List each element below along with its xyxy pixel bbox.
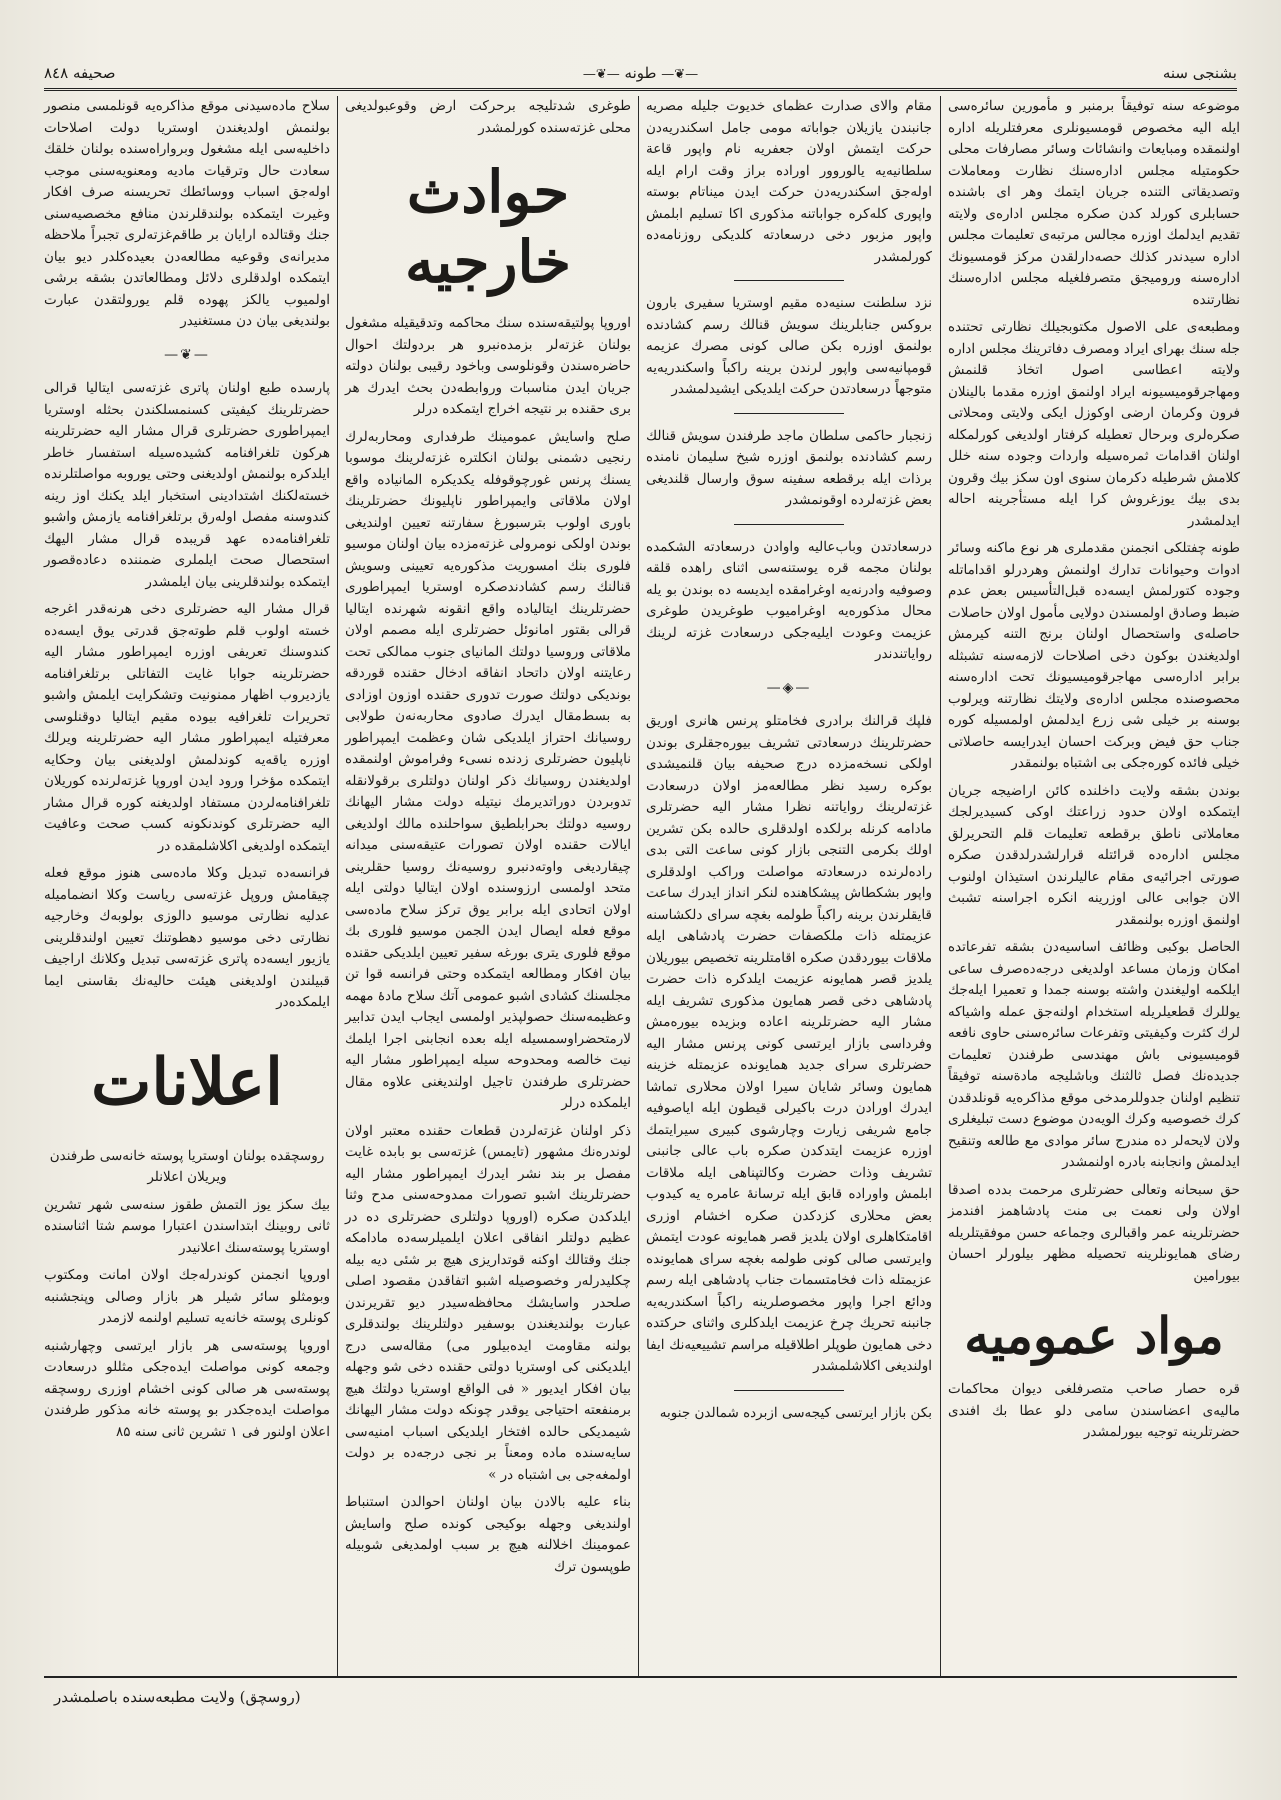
column-1 xyxy=(948,96,1240,1450)
paragraph: بناء علیه بالادن بیان اولنان احوالدن استنباط اولندیغی وجهله بوکیجی کونده صلح واسایش عمومینك اخلالنه هیچ بر سبب اولمدیغی شوبیله طوپسون ترك xyxy=(345,1494,631,1575)
paragraph: صلح واسایش عمومینك طرفداری ومحاربه‌لرك رنجیی دشمنی بولنان انکلتره غزته‌لرینك موسوبا یسنك پرنس غورچوقوفله یکدیکره المانیاده واقع اولان ملاقاتی وایمپراطور ناپلیونك حضرتلرینك باوری اولوب بترسبورغ سفارتنه تعیین اولندیغی بوندن اولکی نومرولی غزته‌مزده بیان اولنان موسیو فلوری بنك امسوریت مذکوره‌یه تعیینی وسویش قنالنك رسم کشادندصکره اوستریا ایمپراطوری حضرتلرینك ایتالیاده واقع انقونه شهرنده ایتالیا قرالی بقتور امانوئل حضرتلری ایله مصمم اولان ملاقاتی وروسیا دولتك المانیای جنوب ممالکی تحت رعایتنه اولان داتحاد انفاقه ادخال حقنده قوردقه بوندیکی دولتك صورت تدوری حقنده اوزون اوزادی به بسط‌مقال ایدرك صادوی محاربه‌نه‌ن طولابی روسیانك احتراز ایلدیکی شان وعظمت ایمپراطور ناپلیون حضرتلری زدنده نسیء وفراموش اولنمقده اولدیغندن روسیانك ذکر اولنان دولتلری برقولانقله تدوبردن دوراتدیرمك نیتیله دولت مشار الیهانك روسیه دولتك بحرابلطیق سواحلنده مالك اولدیغی ایالات حقنده اولان تصورات عتیقه‌سنی میدانه چیقاردیغی واوته‌دنبرو روسیه‌نك روسیا حقلرینی متحد اولمسی ارزوسنده اولان ایتالیا دولتی ایله اولان اتحادی ایله برابر یوق ترکز سلاح ماده‌سی موقع فعله ایصال ایدن الجمن موسیو فلوری بك موقع فلوری یتری بورغه سفیر تعیین ایلدیکی حقنده بیان افکار ومطالعه ایتمکده وحتی فرانسه قوا تن مجلسنك کشادی اشبو عمومی آتك سلاح مادهٔ ‌مهمه وعظیمه‌سنك حصولپذیر اولمسی ایجاب ایدن تدابیر لارمتحضراوسمسیله ایله بعده انجابنی اجرا ایلمك نیت خالصه ومحدوحه سیله ایمپراطور مشار الیه حضرتلری طرفندن تاجیل اولندیغنی علاوه مقال ایلمکده درلر xyxy=(345,428,631,1111)
column-3 xyxy=(345,96,631,1584)
paragraph: اوروپا پولتیقه‌سنده سنك محاکمه وتدقیقیله مشغول بولنان غزته‌لر بزمده‌نبرو هر بردولتك احوال حاضره‌سندن وقونلوسی وباخود رقیبی بولنان دولته جریان ایدن مناسبات وروابطه‌دن بحث ایدرك هر بری حقنده بر نتیجه اخراج ایتمکده درلر xyxy=(345,315,631,417)
section-title-havadis: حوادث خارجیه xyxy=(405,158,571,296)
announcement: بیك سكز یوز التمش طقوز سنه‌سی شهر تشرین ثانی روبینك ابتداسندن اعتبارا موسم شتا اثناسنده اوستریا پوسته‌سنك اعلانیدر xyxy=(44,1196,330,1256)
paragraph: قرال مشار الیه حضرتلری دخی هرنه‌قدر اغرجه خسته اولوب قلم طوته‌جق قدرتی یوق ایسه‌ده کندوسنك تعریفی اوزره ایمپراطور مشار الیه حضرتلرینه جوابا غایت التفاتلی برتلغرافنامه یازدیروب اظهار ممنونیت وتشکرایت ایلمش واشبو تحریرات تلغرافیه بیوده مقیم ایتالیا دوقنلوسی معرفتیله ایمپراطور مشار الیه حضرتلرینه ویرلك اوزره یاقه‌یه کوندلمش اولدیغنی بیان وحکایه ایتمکده مؤخرا ورود ایدن اوروپا غزته‌لرنده کوریلان تلغرافنامه‌لردن مستفاد اولدیغنه کوره قرال مشار الیه حضرتلری کوندنکونه کسب صحت وعافیت ایتمکده اولدیغی اکلاشلمقده در xyxy=(44,601,330,854)
paragraph: درسعادتدن وباب‌عالیه واوادن درسعادته الشکمده بولنان مجمه قره یوستنه‌سی اثنای راهده قلقه وصوفیه وادرنه‌یه اوغرامقده ایدیسه ده بوندن بو یله محال مذکوره‌یه اوغرامیوب طوغریدن طوغری عزیمت وعودت ایلیه‌جکی درسعادت غزته لرینك روایاتندندر xyxy=(646,538,932,662)
paragraph: بکن بازار ایرتسی کیجه‌سی ازبرده شمالدن جنوبه xyxy=(659,1404,932,1421)
paragraph: موضوعه سنه توفیقاً برمنبر و مأمورین سائره‌سی ایله الیه مخصوص قومسیونلری معرفتلریله اداره اولنمقده ومبایعات وانشائات وسائر مصارفات محلی حکومتیله مجلس اداره‌سنك نظارت ومعاملات وتصدیقاتی التنده جریان ایتمك وهر ای باشنده حسابلری کورلد کدن صکره مجلس اداره‌ی ولایته تقدیم ایدلمك اوزره مجالس مرتبه‌ی تعلیمات مجلس اداره سیدندر کذلك حصه‌دارلقدن مرکز قومسیونك اداره‌سنه ورومیجق متصرفلغیله مجلس اداره‌سنك نظارتنده xyxy=(948,98,1240,308)
paragraph: حق سبحانه وتعالی حضرتلری مرحمت بدده اصدقا اولان ولی نعمت بی منت پادشاهمز افندمز حضرتلرینه عمر واقبالری وجماعه حسن موفقیتلریله رضای همایونلرینه تحصیله مظهر بیلورلر احسان بیورامین xyxy=(948,1181,1240,1284)
paragraph: فلپك قرالنك برادری فخامتلو پرنس هانری اوریق حضرتلرینك درسعادتی تشریف بیوره‌جقلری بوندن اولکی نسخه‌مزده درج صحیفه بیان قلنمیشدی بوکره رسید نظر مطالعه‌مز اولان درسعادت غزته‌لرینك روایاتنه نظرا مشار الیه حضرتلری مادامه کرنله برلکده اولدقلری حالده بکن تشرین اولك بکرمی التنجی بازار کونی ساعت التی بدی راده‌لرنده درسعادته مواصلت وراکب اولدقلری واپور بشکطاش پیشکاهنده لنکر انداز ایدرك ساعت قایقلرندن برینه راکباً طولمه بغچه سرای دلکشاسنه عزیمتله ذات ملکصفات حضرت پادشاهی ایله ملاقات بیوردقدن صکره اقامتلرینه تخصیص بیوریلان یلدیز قصر همایونه عزیمت ایلدکره ذات حضرت پادشاهی دخی قصر همایون مذکوری تشریف ایله مشار الیه حضرتلرینه اعاده وبزیده بیوره‌مش وفرداسی بازار ایرتسی کونی پرنس مشار الیه حضرتلری سرای جدید همایونده عزیمتله خزینه همایون وسائر شایان سیرا اولان محلاری تماشا ایدرك اورادن درت باکیرلی قیطون ایله ایاصوفیه جامع شریفی زیارت وچارشوی کبیری سیرایتمك اوزره عزیمت ایتدکدن صکره باب عالی جانبنی تشریف وذات حضرت وکالتپناهی ایله ملاقات ابلمش واوراده قابق ایله ترسانهٔ عامره یه کیدوب بعض محلاری کزدکدن صکره اخشام اوزری اقامتکاهلری اولان یلدیز قصر همایونه عودت ایتمش وایرتسی صالی کونی طولمه بغچه سرای همایونده عزیمتله ذات فخامتسمات جناب پادشاهی ایله رسم ودائع اجرا واپور مخصوصلرینه راکباً اسکندریه‌یه جانبنه تحریك چرخ عزیمت ایلدکلری واثنای حرکتده دخی همایون طوپلر اطلاقیله مراسم تشییعیه‌نك ایفا اولندیغی اکلاشلمشدر xyxy=(646,713,932,1374)
paper-name xyxy=(583,64,698,82)
paragraph: فرانسه‌ده تبدیل وکلا ماده‌سی هنوز موقع فعله چیقامش وروپل غزته‌سی ریاست وکلا انضمامیله عدلیه نظارتی موسیو دالوزی بولوبه‌ك وخارجیه نظارتی دخی موسیو دهطوتنك تعیین اولندقلرینی یازیور ایسه‌ده پاتری غزته‌سی تبدیل وکلانك اراجیف قبیلندن اولدیغنی هیئت حالیه‌نك بقاسنی ایما ایلمکده‌در xyxy=(44,865,330,1010)
page-number: صحیفه ۸٤۸ xyxy=(44,64,116,82)
paragraph: طوغری شدتلیجه برحرکت ارض وقوعبولدیغی محلی غزته‌سنده کورلمشدر xyxy=(345,98,631,136)
announcement-heading: روسچقده بولنان اوستریا پوسته خانه‌سی طرفندن ویریلان اعلانلر xyxy=(49,1147,325,1185)
ornament-separator: —◈— xyxy=(766,679,812,696)
paragraph: بوندن بشقه ولایت داخلنده کائن اراضیجه جریان ایتمکده اولان حدود زراعتك اوکی کسیدیرلجك معاملاتی ناطق برقطعه تعلیمات قلم التحریرلق مجلس اداره‌ده قرائتله قرارلشدرلدقدن صکره صورتی اجرائیه‌ی مقام عالیلرندن استیذان اولنوب الان جوابی عالی اوزرینه انکره اجراسنه تشبث اولنمق اوزره بولنمقدر xyxy=(948,782,1240,928)
ornament-separator: —❦— xyxy=(164,346,210,363)
column-rule xyxy=(337,96,338,1676)
paragraph: الحاصل بوکبی وظائف اساسیه‌دن بشقه تفرعاتده امکان وزمان مساعد اولدیغی درجه‌ده‌صرف ساعی ایلکمه اولیغندن واشته بوسنه جمدا و تعمیرا ایله‌جك یوللرك قطعیلریله استخدام اولنه‌جق عمله واشیاکه لرك کثرت وکیفیتی وتفرعات سائره‌سنی حاوی نافعه قومیسیونی باش مهندسی طرفندن تعلیمات جدیده‌نك فصل ثالثنك وباشلیجه مادة‌سنه توفیقاً تنظیم اولنان جدوللرمدخی موقع مذاکره‌یه قونلدقدن کرك خصوصیه وکرك الویه‌دن موضوع دست تبلیغلری ولان لایحه‌لر ده مندرج سائر موادی مع طالعه وتنقیح ایدلمش وانجابنه بادره اولنمشدر xyxy=(948,939,1240,1170)
section-title-ilanat: اعلانات xyxy=(91,1044,283,1120)
separator xyxy=(734,1390,844,1391)
page-footer xyxy=(44,1676,1237,1714)
paragraph: زنجبار حاکمی سلطان ماجد طرفندن سویش قنالك رسم کشادنده بولنمق اوزره شیخ سلیمان نامنده برذات ایله برقطعه سفینه سوق وارسال قلندیغی بعض غزته‌لرده اوقونمشدر xyxy=(646,427,932,508)
paragraph: طونه چفتلکی انجمنن مقدملری هر نوع ماکنه وسائر ادوات وحیوانات تدارك اولنمش وهردرلو اقداماتله وجوده کتورلمش ایسه‌ده قبل‌التأسیس بعض عدم ضبط وصادق اولمسندن دولایی مأمول اولان حاصلات حاصله‌ی واستحصال اولنان برنج التنه کیرمش اولدیغندن بوکون دخی اصلاحات لازمه‌سنه تشبثله برابر اداره‌سی مهاجرقومیسیونك تحت اداره‌سنه محصوصنده مجلس اداره‌ی ولایتك نظارتنه ویرلوب بوسنه بر خیلی شی زرع ایدلمش اولمسیله کوره جناب حق فیض وبرکت احسان ایدرایسه حاصلاتی خیلی فائده کوره‌جکی بی اشتباه بولنمقدر xyxy=(948,540,1240,771)
page-header xyxy=(44,64,1237,91)
printer-imprint: (روسچق) ولایت مطبعه‌سنده باصلمشدر xyxy=(54,1688,301,1706)
column-2 xyxy=(646,96,932,1430)
paragraph: پارسده طبع اولنان پاتری غزته‌سی ایتالیا قرالی حضرتلرینك کیفیتی کسنمسلکندن بحثله اوستریا ایمپراطوری حضرتلری قرال مشار الیه حضرتلرینه هرکون تلغرافنامه کشیده‌سیله استفسار خاطر ایلدکره بولنمش اولدیغنی وحتی یوروبه مواصلتلرنده خسته‌لکنك اشتدادینی استخبار ایلد یکنك اوز رینه کندوسنه مفصل اوله‌رق برتلغرافنامه یازمش واشبو تلغرافنامه‌ده عهد قریبده قرال مشار الیهك استحصال صحت ایلملری ضمننده دعاده‌قصور ایتمکده بولندقلرینی بیان ایلمشدر xyxy=(44,380,330,590)
paragraph: سلاح ماده‌سیدنی موقع مذاکره‌یه قونلمسی منصور بولنمش اولدیغندن اوستریا دولت اصلاحات داخلیه‌سی ایله مشغول وبرواراه‌سنده بولنان خلقك سعادت حال وترقیات مادیه ومعنویه‌سنی موجب اوله‌جق اسباب ووسائطك تحریسنه صرف افکار وغیرت ایتمکده بولندقلرندن منافع مخصصیه‌سنی جنك وقتالده ارایان بر طاقم‌غزته‌لری تجبراً ملاحظه مدیرانه‌ی وقوعیه مطالعه‌دن بعیده‌کلدر دیو بیان ایتمکده اولدقلری دلائل ومطالعاتدن بشقه برشی اولمیوب یالکز پهوده قلم یورولتقدن عبارت بولندیغی بیان دن مستغنیدر xyxy=(44,98,330,329)
ornament-right: —❦— xyxy=(582,67,620,82)
paragraph: مقام والای صدارت عظمای خدیوت جلیله مصریه جانبندن یازیلان جواباته مومی جامل اسکندریه‌دن حرکت ایتمش اولان جعفریه نام واپور قاعة سلطانیه‌یه یالوروور اوراده براز وقت ارام ایله اوله‌جق اسکندریه‌دن حرکت ایدن میناتام بوسته واپوری کله‌کره جواباتنه مذکوری اکا تسلیم ابلمش واپور مزبور دخی درسعادته کلدیکی روزنامه‌ده کورلمشدر xyxy=(646,98,932,265)
paragraph: ذکر اولنان غزته‌لردن قطعات حقنده معتبر اولان لوندره‌نك مشهور (تایمس) غزته‌سی بو بابده غایت مفصل بر بند نشر ایدرك ایمپراطور مشار الیه حضرتلرینك اشبو تصورات ممدوحه‌سنی مدح وثنا ایلدکدن صکره (اوروپا دولتلری حضرتلری ده در عظیم دولتلر انفاقی اعلان ایلمیلرسه‌ده مادامکه جنك وقتالك اوکنه قوتداریزی هیچ بر شئی دیه بیله چکلیدرله‌ر وخصوصیله اشبو اتفاقدن مقصود اصلی صلحدر واسایشك محافظه‌سیدر دیو تقریرندن عبارت بولندیغندن بوسفیر دولتلرینك بولندقلری بولنه مقاومت ایده‌بیلور می) مقاله‌سی درج ایلدیکنی کی اوستریا دولتی حقنده دخی شو وجهله بیان افکار ایدیور « فی الواقع اوستریا دولتك هیچ برمنفعته احتیاجی یوقدر چونکه دولت مشار الیهانك شیمدیکی حالده افتخار ایلدیکی اسباب امنیه‌سی سایه‌سنده ماده ومعناً بر نجی درجه‌ده بر دولت اولمغه‌جی بی اشتباه در » xyxy=(345,1122,631,1483)
separator xyxy=(734,524,844,525)
separator xyxy=(734,413,844,414)
announcement: اوروپا پوسته‌سی هر بازار ایرتسی وچهارشنبه وجمعه کونی مواصلت ایده‌جکی مثللو درسعادت پوسته‌سی هر صالی کونی اخشام اوزری روسچقه مواصلت ایده‌جکدر بو پوسته خانه مذکور طرفندن اعلان اولنور فی ۱ تشرین ثانی سنه ۸۵ xyxy=(44,1337,330,1440)
ornament-left: —❦— xyxy=(661,67,699,82)
section-title-mevad: مواد عمومیه xyxy=(964,1306,1224,1365)
column-rule xyxy=(940,96,941,1676)
paper-name-text: طونه xyxy=(624,64,657,82)
paragraph: نزد سلطنت سنیه‌ده مقیم اوستریا سفیری بارون بروکس جنابلرینك سویش قنالك رسم کشادنده بولنمق اوزره بکن صالی کونی مصرك عزیمه قومپانیه‌سی واپور لرندن برینه راکباً واسکندریه‌یه متوجهاً درسعادتدن حرکت ایلدیکی ایشیدلمشدر xyxy=(646,295,932,397)
section-label: بشنجی سنه xyxy=(1162,64,1237,82)
paragraph: ومطبعه‌ی على الاصول مکتوبجیلك نظارتی تحتنده جله سنك بهرای ایراد ومصرف دفاترینك مجلس اداره ولایته اعطاسی اصول اتخاذ قلنمش ومهاجرقومیسیونه ایراد اولنمق اوزره مقدما بالینلان فرون وکرمان ارضی اوکوزل ایکی ولایتی ومحلاتی صکره‌لری وبرحال تعطیله کرفتار اولدیغی کورلمکله اولنان اقدامات ثمره‌سیله واردات وجوده سنه خلل کلامش شرطیله دکرمان سنوی اون سکز بیك وقرون بدی بیك یوزغروش کرا ایله مستأجرینه احاله ایدلمشدر xyxy=(948,319,1240,529)
paragraph: قره حصار صاحب متصرفلغی دیوان محاکمات مالیه‌ی اعضاسندن سامی دلو عطا بك افندی حضرتلرینه توجیه بیورلمشدر xyxy=(948,1381,1240,1440)
column-rule xyxy=(638,96,639,1676)
column-4 xyxy=(44,96,330,1449)
announcement: اوروپا انجمنن کوندرله‌جك اولان امانت ومکتوب وبومثلو سائر شیلر هر بازار وصالی وپنجشنبه کونلری پوسته خانه‌یه تسلیم اولنمه لازمدر xyxy=(44,1267,330,1326)
separator xyxy=(734,280,844,281)
